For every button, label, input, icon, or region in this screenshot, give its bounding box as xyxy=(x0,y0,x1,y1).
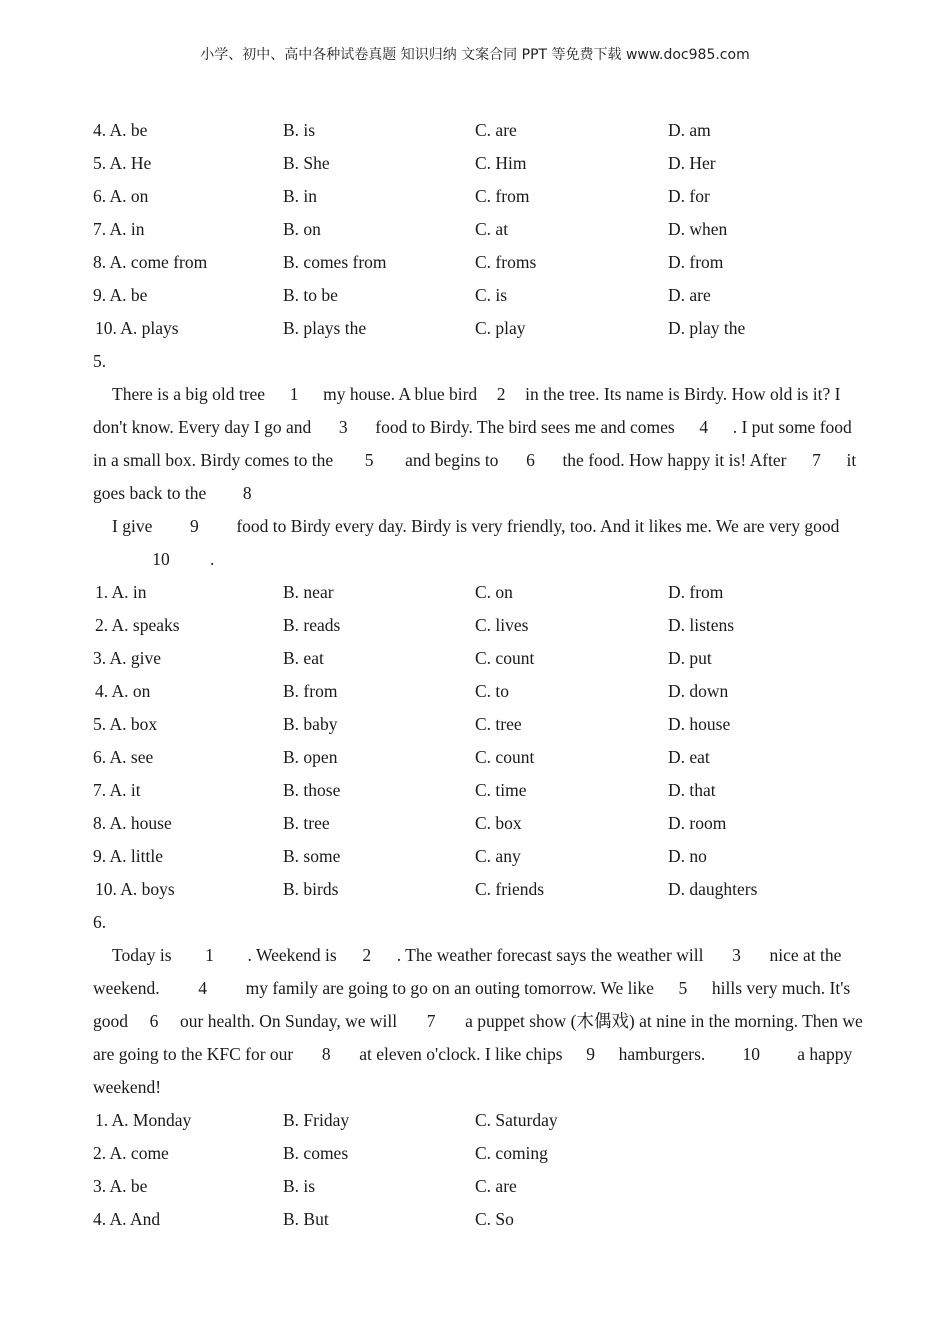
blank-number: 2 xyxy=(362,945,372,965)
blank-number: 3 xyxy=(338,417,348,437)
option-d: D. that xyxy=(668,780,716,800)
passage-text: . I put some food in a small box. Birdy comes to the xyxy=(93,417,852,470)
option-a: 6. A. on xyxy=(93,186,149,206)
option-c: C. box xyxy=(475,813,522,833)
blank-number: 9 xyxy=(586,1044,595,1064)
option-b: B. is xyxy=(283,120,316,140)
option-row xyxy=(93,1104,863,1137)
option-b: B. those xyxy=(283,780,341,800)
option-d: D. listens xyxy=(668,615,735,635)
option-d: D. am xyxy=(668,120,711,140)
option-a: 9. A. be xyxy=(93,285,148,305)
passage-paragraph xyxy=(93,378,863,510)
option-row xyxy=(93,675,863,708)
option-c: C. lives xyxy=(475,615,529,635)
option-row xyxy=(93,609,863,642)
option-row xyxy=(93,1137,863,1170)
option-c: C. tree xyxy=(475,714,522,734)
blank-number: 4 xyxy=(699,417,709,437)
option-b: B. But xyxy=(283,1209,329,1229)
option-row xyxy=(93,741,863,774)
option-b: B. from xyxy=(283,681,338,701)
option-c: C. count xyxy=(475,747,535,767)
blank-number: 2 xyxy=(496,384,506,404)
option-c: C. on xyxy=(475,582,513,602)
blank-number: 7 xyxy=(426,1011,436,1031)
option-b: B. comes xyxy=(283,1143,349,1163)
passage-text: nice at the weekend. xyxy=(93,945,842,998)
passage-text: the food. How happy it is! After xyxy=(562,450,787,470)
passage-paragraph xyxy=(93,939,863,1104)
passage-text: a happy weekend! xyxy=(93,1044,853,1097)
option-c: C. Saturday xyxy=(475,1110,558,1130)
option-a: 8. A. come from xyxy=(93,252,208,272)
option-c: C. Him xyxy=(475,153,527,173)
option-d: D. house xyxy=(668,714,731,734)
option-row xyxy=(93,279,863,312)
option-row xyxy=(93,642,863,675)
passage-text: I give xyxy=(112,516,153,536)
passage-paragraph xyxy=(93,510,863,576)
option-d: D. for xyxy=(668,186,710,206)
option-c: C. from xyxy=(475,186,530,206)
option-c: C. to xyxy=(475,681,510,701)
option-row xyxy=(93,1203,863,1236)
option-row xyxy=(93,708,863,741)
option-row xyxy=(93,840,863,873)
option-a: 4. A. And xyxy=(93,1209,161,1229)
option-c: C. are xyxy=(475,120,517,140)
option-d: D. daughters xyxy=(668,879,758,899)
passage-text: my house. A blue bird xyxy=(323,384,478,404)
option-b: B. in xyxy=(283,186,318,206)
option-b: B. to be xyxy=(283,285,338,305)
passage-text: at eleven o'clock. I like chips xyxy=(359,1044,563,1064)
option-row xyxy=(93,246,863,279)
blank-number: 5 xyxy=(364,450,374,470)
exam-content xyxy=(93,114,863,1236)
section6-options xyxy=(93,1104,863,1236)
option-c: C. any xyxy=(475,846,521,866)
passage-text: hills very much. It's good xyxy=(93,978,851,1031)
passage-text: hamburgers. xyxy=(618,1044,706,1064)
option-a: 7. A. it xyxy=(93,780,141,800)
option-d: D. when xyxy=(668,219,728,239)
blank-number: 1 xyxy=(205,945,214,965)
option-a: 3. A. give xyxy=(93,648,162,668)
option-a: 10. A. boys xyxy=(95,879,175,899)
passage-text: . Weekend is xyxy=(247,945,337,965)
option-b: B. birds xyxy=(283,879,339,899)
section-number: 5. xyxy=(93,351,107,371)
option-d: D. room xyxy=(668,813,727,833)
passage-text: our health. On Sunday, we will xyxy=(180,1011,398,1031)
option-a: 3. A. be xyxy=(93,1176,148,1196)
passage-text: . The weather forecast says the weather will xyxy=(396,945,704,965)
option-d: D. put xyxy=(668,648,712,668)
option-a: 5. A. box xyxy=(93,714,158,734)
option-b: B. reads xyxy=(283,615,341,635)
passage-text: There is a big old tree xyxy=(112,384,266,404)
option-row xyxy=(93,312,863,345)
passage-text: in the tree. Its name is Birdy. How old is it? I don't know. Every day I go and xyxy=(93,384,841,437)
option-a: 4. A. on xyxy=(95,681,151,701)
blank-number: 9 xyxy=(189,516,199,536)
option-a: 8. A. house xyxy=(93,813,172,833)
option-d: D. play the xyxy=(668,318,746,338)
passage-text: Today is xyxy=(112,945,172,965)
blank-number: 8 xyxy=(242,483,252,503)
blank-number: 1 xyxy=(289,384,299,404)
section5-options xyxy=(93,576,863,906)
option-a: 7. A. in xyxy=(93,219,145,239)
option-b: B. tree xyxy=(283,813,330,833)
option-b: B. comes from xyxy=(283,252,387,272)
section-number: 6. xyxy=(93,912,107,932)
blank-number: 7 xyxy=(812,450,821,470)
blank-number: 6 xyxy=(149,1011,159,1031)
section4-options xyxy=(93,114,863,345)
option-b: B. some xyxy=(283,846,341,866)
option-row xyxy=(93,180,863,213)
passage-text: food to Birdy. The bird sees me and comes xyxy=(375,417,675,437)
passage-text: . xyxy=(210,549,215,569)
blank-number: 5 xyxy=(678,978,688,998)
option-c: C. coming xyxy=(475,1143,548,1163)
option-row xyxy=(93,774,863,807)
option-c: C. froms xyxy=(475,252,537,272)
blank-number: 10 xyxy=(152,549,170,569)
option-d: D. down xyxy=(668,681,729,701)
option-a: 6. A. see xyxy=(93,747,154,767)
option-b: B. eat xyxy=(283,648,324,668)
option-d: D. from xyxy=(668,252,724,272)
option-c: C. So xyxy=(475,1209,514,1229)
option-d: D. Her xyxy=(668,153,716,173)
blank-number: 6 xyxy=(526,450,535,470)
option-row xyxy=(93,576,863,609)
option-d: D. are xyxy=(668,285,711,305)
option-a: 10. A. plays xyxy=(95,318,179,338)
option-row xyxy=(93,114,863,147)
option-b: B. is xyxy=(283,1176,316,1196)
passage-text: and begins to xyxy=(405,450,499,470)
option-c: C. is xyxy=(475,285,508,305)
option-c: C. are xyxy=(475,1176,517,1196)
option-b: B. open xyxy=(283,747,338,767)
option-a: 2. A. come xyxy=(93,1143,169,1163)
blank-number: 4 xyxy=(198,978,207,998)
option-a: 2. A. speaks xyxy=(95,615,180,635)
option-row xyxy=(93,1170,863,1203)
option-a: 1. A. in xyxy=(95,582,147,602)
page-header: 小学、初中、高中各种试卷真题 知识归纳 文案合同 PPT 等免费下载 www.doc985.com xyxy=(200,47,750,63)
option-a: 9. A. little xyxy=(93,846,163,866)
option-c: C. play xyxy=(475,318,526,338)
option-b: B. on xyxy=(283,219,321,239)
option-d: D. eat xyxy=(668,747,710,767)
blank-number: 8 xyxy=(321,1044,331,1064)
option-b: B. plays the xyxy=(283,318,367,338)
option-a: 4. A. be xyxy=(93,120,148,140)
option-c: C. time xyxy=(475,780,527,800)
option-a: 5. A. He xyxy=(93,153,152,173)
option-b: B. near xyxy=(283,582,334,602)
passage-text: my family are going to go on an outing tomorrow. We like xyxy=(245,978,654,998)
option-d: D. from xyxy=(668,582,724,602)
option-c: C. friends xyxy=(475,879,545,899)
option-d: D. no xyxy=(668,846,707,866)
passage-text: it goes back to the xyxy=(93,450,857,503)
option-row xyxy=(93,147,863,180)
option-row xyxy=(93,873,863,906)
option-a: 1. A. Monday xyxy=(95,1110,192,1130)
option-b: B. baby xyxy=(283,714,338,734)
option-c: C. count xyxy=(475,648,535,668)
blank-number: 10 xyxy=(742,1044,761,1064)
blank-number: 3 xyxy=(732,945,741,965)
passage-text: a puppet show (木偶戏) at nine in the morning. Then we are going to the KFC for our xyxy=(93,1011,863,1064)
option-row xyxy=(93,213,863,246)
option-c: C. at xyxy=(475,219,509,239)
option-b: B. Friday xyxy=(283,1110,350,1130)
option-b: B. She xyxy=(283,153,330,173)
passage-text: food to Birdy every day. Birdy is very friendly, too. And it likes me. We are very good xyxy=(236,516,840,536)
option-row xyxy=(93,807,863,840)
